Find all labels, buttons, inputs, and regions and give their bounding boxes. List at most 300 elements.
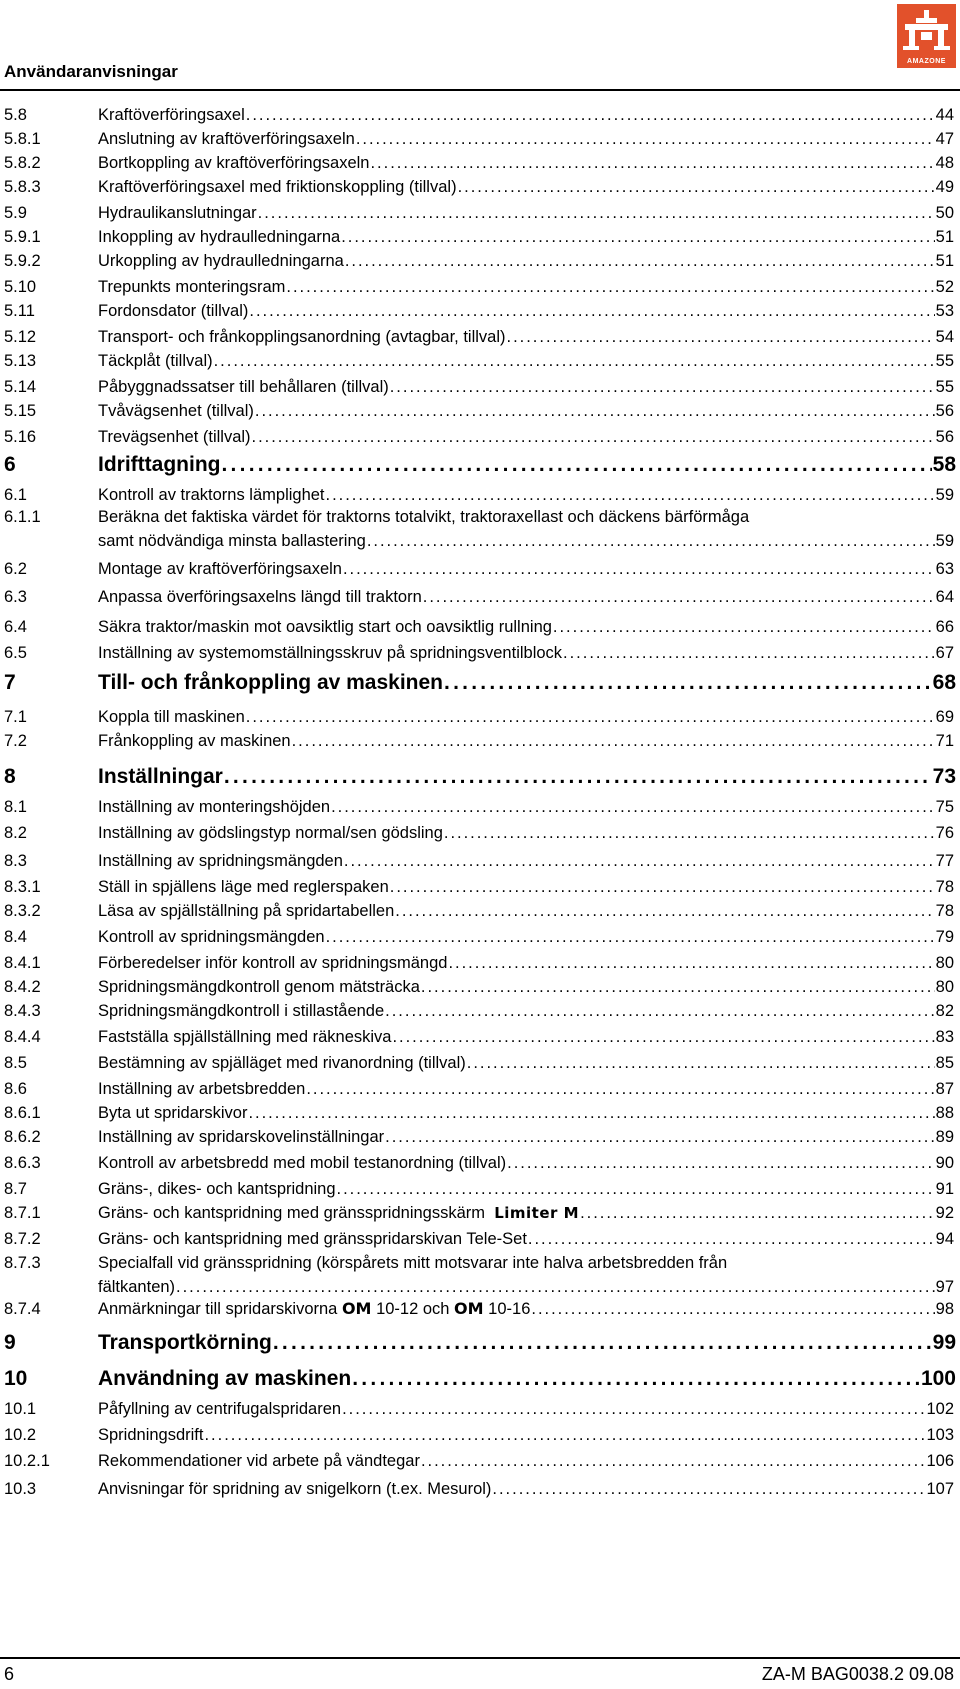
toc-entry[interactable] [0, 876, 960, 898]
toc-number: 8.6 [4, 1080, 27, 1098]
toc-title-row [98, 1366, 956, 1392]
dot-leader [580, 1202, 935, 1224]
toc-title-row [98, 586, 954, 608]
toc-title-part: 10-16 [488, 1300, 531, 1318]
toc-title-row [98, 226, 954, 248]
toc-title-row [98, 616, 954, 638]
dot-leader [458, 176, 935, 198]
dot-leader [292, 730, 935, 752]
toc-title: Tvåvägsenhet (tillval) [98, 402, 254, 420]
dot-leader [395, 900, 934, 922]
toc-number: 8 [4, 765, 16, 788]
dot-leader [331, 796, 935, 818]
dot-leader [246, 706, 935, 728]
toc-number: 8.3.1 [4, 878, 41, 896]
dot-leader [563, 642, 935, 664]
toc-entry[interactable] [0, 900, 960, 922]
toc-page-number: 102 [926, 1400, 954, 1418]
toc-title-row [98, 1126, 954, 1148]
page-header-title: Användaranvisningar [4, 62, 178, 81]
toc-title: Kontroll av spridningsmängden [98, 928, 325, 946]
dot-leader [286, 276, 934, 298]
dot-leader [249, 300, 934, 322]
toc-entry[interactable] [0, 1424, 960, 1446]
toc-title: Transportkörning [98, 1331, 272, 1354]
toc-page-number: 79 [935, 928, 954, 946]
toc-entry[interactable] [0, 176, 960, 198]
toc-page-number: 78 [935, 878, 954, 896]
toc-number: 10.3 [4, 1480, 37, 1498]
toc-title: Kontroll av traktorns lämplighet [98, 486, 325, 504]
dot-leader [273, 1330, 932, 1356]
toc-page-number: 54 [935, 328, 954, 346]
toc-chapter[interactable] [0, 1330, 960, 1356]
toc-title-row [98, 1178, 954, 1200]
toc-title: Inkoppling av hydraulledningarna [98, 228, 341, 246]
toc-title: Anmärkningar till spridarskivorna [98, 1300, 338, 1318]
toc-title-row [98, 1298, 954, 1320]
toc-entry[interactable] [0, 822, 960, 844]
toc-number: 6.2 [4, 560, 27, 578]
toc-page-number: 103 [926, 1426, 954, 1444]
toc-title: Kraftöverföringsaxel med friktionskoppling (tillval) [98, 178, 457, 196]
toc-page-number: 77 [935, 852, 954, 870]
toc-title: Påfyllning av centrifugalspridaren [98, 1400, 342, 1418]
toc-number: 5.8.2 [4, 154, 41, 172]
toc-title: Förberedelser inför kontroll av spridningsmängd [98, 954, 448, 972]
dot-leader [342, 1398, 925, 1420]
toc-title: Anpassa överföringsaxelns längd till traktorn [98, 588, 422, 606]
toc-title: Inställning av spridningsmängden [98, 852, 343, 870]
toc-page-number: 80 [935, 954, 954, 972]
toc-page-number: 53 [935, 302, 954, 320]
toc-title: Fastställa spjällställning med räkneskiva [98, 1028, 392, 1046]
toc-title-row [98, 202, 954, 224]
toc-entry[interactable] [0, 558, 960, 580]
toc-page-number: 99 [932, 1331, 956, 1354]
toc-entry[interactable] [0, 376, 960, 398]
toc-title-row [98, 1424, 954, 1446]
toc-title-row [98, 1202, 954, 1224]
toc-title: Inställning av monteringshöjden [98, 798, 331, 816]
toc-title-row [98, 326, 954, 348]
toc-title: Idrifttagning [98, 453, 221, 476]
toc-title-row [98, 976, 954, 998]
dot-leader [214, 350, 935, 372]
toc-number: 7 [4, 671, 16, 694]
toc-chapter[interactable] [0, 452, 960, 478]
toc-number: 5.11 [4, 302, 35, 320]
toc-title: Inställning av spridarskovelinställningar [98, 1128, 385, 1146]
toc-page-number: 100 [920, 1367, 956, 1390]
toc-number: 5.8 [4, 106, 27, 124]
toc-title: Bortkoppling av kraftöverföringsaxeln [98, 154, 370, 172]
toc-title-row [98, 796, 954, 818]
limiter-m-brand-mark: Limiter M [494, 1204, 580, 1222]
toc-page-number: 91 [935, 1180, 954, 1198]
toc-title: Läsa av spjällställning på spridartabellen [98, 902, 395, 920]
toc-title-row [98, 900, 954, 922]
toc-entry[interactable] [0, 484, 960, 506]
toc-number: 8.6.2 [4, 1128, 41, 1146]
toc-page-number: 88 [935, 1104, 954, 1122]
dot-leader [507, 1152, 935, 1174]
toc-title-row [98, 176, 954, 198]
toc-title: Inställningar [98, 765, 223, 788]
toc-entry[interactable] [0, 1026, 960, 1048]
toc-title: Transport- och frånkopplingsanordning (avtagbar, tillval) [98, 328, 506, 346]
toc-number: 8.7.4 [4, 1300, 41, 1318]
toc-number: 6.5 [4, 644, 27, 662]
toc-entry[interactable] [0, 426, 960, 448]
toc-title: Byta ut spridarskivor [98, 1104, 248, 1122]
toc-entry[interactable] [0, 104, 960, 126]
toc-page-number: 51 [935, 228, 954, 246]
dot-leader [370, 152, 934, 174]
toc-entry[interactable] [0, 1102, 960, 1124]
toc-page-number: 56 [935, 402, 954, 420]
toc-entry[interactable] [0, 1052, 960, 1074]
om-brand-mark: OM [454, 1299, 484, 1318]
dot-leader [444, 670, 932, 696]
toc-page-number: 106 [926, 1452, 954, 1470]
toc-title: Gräns- och kantspridning med gränsspridarskivan Tele-Set [98, 1230, 527, 1248]
toc-title-row [98, 250, 954, 272]
toc-title-row [98, 104, 954, 126]
toc-number: 8.7.3 [4, 1254, 41, 1272]
toc-entry[interactable] [0, 1252, 960, 1298]
dot-leader [248, 1102, 934, 1124]
dot-leader [444, 822, 935, 844]
toc-title: Fordonsdator (tillval) [98, 302, 249, 320]
toc-title: Till- och frånkoppling av maskinen [98, 671, 444, 694]
toc-entry[interactable] [0, 952, 960, 974]
dot-leader [224, 764, 932, 790]
toc-title: Montage av kraftöverföringsaxeln [98, 560, 342, 578]
toc-page-number: 90 [935, 1154, 954, 1172]
toc-page-number: 55 [935, 352, 954, 370]
dot-leader [258, 202, 935, 224]
toc-entry[interactable] [0, 850, 960, 872]
dot-leader [367, 530, 935, 552]
toc-entry[interactable] [0, 976, 960, 998]
dot-leader [326, 484, 935, 506]
toc-title-row [98, 1000, 954, 1022]
toc-entry[interactable] [0, 796, 960, 818]
toc-number: 5.9.2 [4, 252, 41, 270]
toc-entry[interactable] [0, 506, 960, 552]
toc-title: Bestämning av spjälläget med rivanordning (tillval) [98, 1054, 466, 1072]
dot-leader [252, 426, 935, 448]
toc-page-number: 59 [935, 486, 954, 504]
toc-title: Trepunkts monteringsram [98, 278, 286, 296]
dot-leader [204, 1424, 925, 1446]
dot-leader [392, 1026, 934, 1048]
toc-page-number: 51 [935, 252, 954, 270]
toc-page-number: 83 [935, 1028, 954, 1046]
toc-page-number: 55 [935, 378, 954, 396]
toc-number: 6.3 [4, 588, 27, 606]
dot-leader [337, 1178, 935, 1200]
toc-entry[interactable] [0, 1228, 960, 1250]
toc-number: 5.12 [4, 328, 37, 346]
toc-title-row [98, 1398, 954, 1420]
toc-number: 8.4.1 [4, 954, 41, 972]
toc-entry[interactable] [0, 350, 960, 372]
toc-title-row [98, 484, 954, 506]
toc-entry[interactable] [0, 276, 960, 298]
toc-number: 10 [4, 1367, 28, 1390]
toc-page-number: 47 [935, 130, 954, 148]
toc-title-row [98, 642, 954, 664]
toc-title-row [98, 300, 954, 322]
toc-page-number: 64 [935, 588, 954, 606]
toc-number: 7.1 [4, 708, 27, 726]
dot-leader [344, 850, 935, 872]
toc-number: 8.5 [4, 1054, 27, 1072]
toc-title: Kontroll av arbetsbredd med mobil testanordning (tillval) [98, 1154, 507, 1172]
toc-title: Gräns-, dikes- och kantspridning [98, 1180, 336, 1198]
toc-number: 6.1 [4, 486, 27, 504]
toc-entry[interactable] [0, 730, 960, 752]
toc-entry[interactable] [0, 1202, 960, 1224]
toc-entry[interactable] [0, 1398, 960, 1420]
toc-title: Kraftöverföringsaxel [98, 106, 245, 124]
toc-number: 10.2 [4, 1426, 37, 1444]
toc-title-line1: Specialfall vid gränsspridning (körspårets mitt motsvarar inte halva arbetsbredden från [98, 1254, 728, 1272]
toc-number: 8.7.1 [4, 1204, 41, 1222]
toc-title: Spridningsmängdkontroll genom mätsträcka [98, 978, 420, 996]
toc-title-row [98, 850, 954, 872]
toc-number: 10.1 [4, 1400, 37, 1418]
dot-leader [423, 586, 935, 608]
toc-title-row [98, 1450, 954, 1472]
toc-number: 8.3 [4, 852, 27, 870]
toc-entry[interactable] [0, 1450, 960, 1472]
toc-title: Inställning av gödslingstyp normal/sen gödsling [98, 824, 443, 842]
dot-leader [421, 976, 935, 998]
toc-page-number: 67 [935, 644, 954, 662]
toc-page-number: 82 [935, 1002, 954, 1020]
toc-title-row [98, 730, 954, 752]
toc-entry[interactable] [0, 300, 960, 322]
toc-entry[interactable] [0, 1078, 960, 1100]
toc-title: Anvisningar för spridning av snigelkorn (t.ex. Mesurol) [98, 1480, 492, 1498]
dot-leader [345, 250, 935, 272]
toc-title-row [98, 558, 954, 580]
footer-page-number: 6 [4, 1664, 15, 1684]
dot-leader [492, 1478, 925, 1500]
toc-page-number: 44 [935, 106, 954, 124]
toc-title-row [98, 876, 954, 898]
toc-title-row [98, 276, 954, 298]
toc-title-row [98, 1052, 954, 1074]
toc-entry[interactable] [0, 586, 960, 608]
toc-entry[interactable] [0, 250, 960, 272]
toc-title-row [98, 1228, 954, 1250]
toc-entry[interactable] [0, 642, 960, 664]
toc-title: Rekommendationer vid arbete på vändtegar [98, 1452, 420, 1470]
toc-title: Spridningsmängdkontroll i stillastående [98, 1002, 385, 1020]
toc-number: 8.4.4 [4, 1028, 41, 1046]
toc-page-number: 80 [935, 978, 954, 996]
toc-page-number: 68 [932, 671, 956, 694]
toc-title-row [98, 1276, 954, 1298]
logo-text: AMAZONE [907, 58, 946, 65]
toc-title-row [98, 926, 954, 948]
toc-page-number: 87 [935, 1080, 954, 1098]
toc-entry[interactable] [0, 1478, 960, 1500]
toc-page-number: 89 [935, 1128, 954, 1146]
toc-title: Användning av maskinen [98, 1367, 352, 1390]
toc-title: Hydraulikanslutningar [98, 204, 257, 222]
toc-number: 8.6.1 [4, 1104, 41, 1122]
toc-title: Täckplåt (tillval) [98, 352, 213, 370]
toc-number: 6.1.1 [4, 508, 41, 526]
dot-leader [390, 376, 935, 398]
toc-number: 5.10 [4, 278, 37, 296]
toc-title-part: 10-12 och [376, 1300, 450, 1318]
toc-number: 5.13 [4, 352, 37, 370]
toc-number: 8.4.2 [4, 978, 41, 996]
toc-title: Anslutning av kraftöverföringsaxeln [98, 130, 355, 148]
toc-number: 9 [4, 1331, 16, 1354]
dot-leader [553, 616, 935, 638]
toc-number: 8.4 [4, 928, 27, 946]
toc-title: Koppla till maskinen [98, 708, 245, 726]
toc-page-number: 76 [935, 824, 954, 842]
toc-title-row [98, 530, 954, 552]
toc-title-row [98, 452, 956, 478]
toc-page-number: 107 [926, 1480, 954, 1498]
toc-title-line1: Beräkna det faktiska värdet för traktorns totalvikt, traktoraxellast och däckens bärförmåga [98, 508, 750, 526]
toc-number: 5.8.3 [4, 178, 41, 196]
toc-entry[interactable] [0, 1152, 960, 1174]
toc-entry[interactable] [0, 616, 960, 638]
toc-number: 6 [4, 453, 16, 476]
toc-page-number: 48 [935, 154, 954, 172]
toc-number: 7.2 [4, 732, 27, 750]
dot-leader [343, 558, 935, 580]
toc-page-number: 63 [935, 560, 954, 578]
toc-page-number: 50 [935, 204, 954, 222]
dot-leader [255, 400, 935, 422]
toc-page-number: 97 [935, 1278, 954, 1296]
dot-leader [528, 1228, 935, 1250]
toc-chapter[interactable] [0, 670, 960, 696]
toc-page-number: 73 [932, 765, 956, 788]
toc-title-row [98, 1102, 954, 1124]
toc-title: Ställ in spjällens läge med reglerspaken [98, 878, 389, 896]
dot-leader [385, 1000, 934, 1022]
toc-title-row [98, 822, 954, 844]
dot-leader [176, 1276, 935, 1298]
toc-number: 8.3.2 [4, 902, 41, 920]
footer-rule [0, 1657, 960, 1659]
toc-title-row [98, 1330, 956, 1356]
toc-entry[interactable] [0, 326, 960, 348]
toc-title: Inställning av systemomställningsskruv på spridningsventilblock [98, 644, 563, 662]
toc-page-number: 94 [935, 1230, 954, 1248]
toc-title-row [98, 376, 954, 398]
dot-leader [326, 926, 935, 948]
toc-title-row [98, 1078, 954, 1100]
dot-leader [421, 1450, 926, 1472]
toc-title-row [98, 670, 956, 696]
toc-entry[interactable] [0, 1126, 960, 1148]
toc-number: 8.1 [4, 798, 27, 816]
toc-number: 8.6.3 [4, 1154, 41, 1172]
toc-page-number: 85 [935, 1054, 954, 1072]
toc-title: Frånkoppling av maskinen [98, 732, 291, 750]
toc-entry[interactable] [0, 1298, 960, 1320]
toc-page-number: 71 [935, 732, 954, 750]
toc-page-number: 52 [935, 278, 954, 296]
toc-page-number: 49 [935, 178, 954, 196]
dot-leader [385, 1126, 934, 1148]
toc-number: 8.7.2 [4, 1230, 41, 1248]
toc-number: 8.4.3 [4, 1002, 41, 1020]
toc-title-row [98, 426, 954, 448]
toc-title-row [98, 152, 954, 174]
toc-number: 8.2 [4, 824, 27, 842]
toc-entry[interactable] [0, 400, 960, 422]
toc-title: fältkanten) [98, 1278, 176, 1296]
toc-title-row [98, 706, 954, 728]
dot-leader [531, 1298, 934, 1320]
dot-leader [221, 452, 931, 478]
dot-leader [246, 104, 935, 126]
toc-chapter[interactable] [0, 764, 960, 790]
dot-leader [306, 1078, 934, 1100]
toc-number: 5.8.1 [4, 130, 41, 148]
toc-number: 6.4 [4, 618, 27, 636]
toc-title: Säkra traktor/maskin mot oavsiktlig start och oavsiktlig rullning [98, 618, 552, 636]
toc-number: 10.2.1 [4, 1452, 50, 1470]
footer-document-code: ZA-M BAG0038.2 09.08 [761, 1664, 954, 1684]
toc-entry[interactable] [0, 1000, 960, 1022]
toc-entry[interactable] [0, 128, 960, 150]
toc-entry[interactable] [0, 926, 960, 948]
toc-number: 8.7 [4, 1180, 27, 1198]
toc-entry[interactable] [0, 706, 960, 728]
toc-title: Inställning av arbetsbredden [98, 1080, 306, 1098]
toc-title-row [98, 1152, 954, 1174]
toc-page-number: 92 [935, 1204, 954, 1222]
toc-title-row [98, 952, 954, 974]
toc-number: 5.16 [4, 428, 37, 446]
toc-title: Spridningsdrift [98, 1426, 204, 1444]
toc-page-number: 66 [935, 618, 954, 636]
toc-page-number: 75 [935, 798, 954, 816]
toc-entry[interactable] [0, 202, 960, 224]
toc-entry[interactable] [0, 152, 960, 174]
dot-leader [467, 1052, 935, 1074]
toc-entry[interactable] [0, 226, 960, 248]
toc-page-number: 98 [935, 1300, 954, 1318]
toc-page-number: 78 [935, 902, 954, 920]
toc-title: Påbyggnadssatser till behållaren (tillval) [98, 378, 389, 396]
toc-page-number: 59 [935, 532, 954, 550]
toc-title-row [98, 764, 956, 790]
toc-page-number: 56 [935, 428, 954, 446]
toc-title-row [98, 350, 954, 372]
toc-chapter[interactable] [0, 1366, 960, 1392]
dot-leader [352, 1366, 920, 1392]
toc-entry[interactable] [0, 1178, 960, 1200]
toc-number: 5.9 [4, 204, 27, 222]
dot-leader [390, 876, 935, 898]
